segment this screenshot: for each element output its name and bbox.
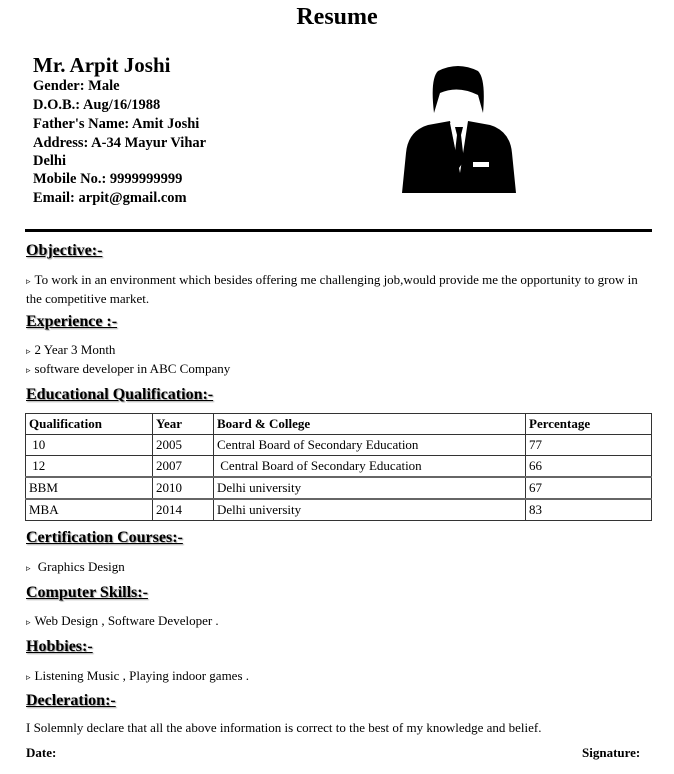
certification-item: Graphics Design: [34, 559, 125, 574]
table-row: [26, 477, 652, 499]
experience-item: 2 Year 3 Month: [34, 342, 116, 357]
cell: 2005: [153, 435, 214, 456]
certification-heading: Certification Courses:-: [26, 529, 183, 546]
column-header: Year: [153, 414, 214, 435]
objective-text: [26, 271, 651, 307]
list-item: [26, 360, 230, 379]
cell: 12: [26, 456, 153, 478]
list-item: [26, 667, 249, 686]
dob: D.O.B.: Aug/16/1988: [33, 97, 161, 113]
column-header: Qualification: [26, 414, 153, 435]
cell: 2007: [153, 456, 214, 478]
column-header: Percentage: [526, 414, 652, 435]
address: Address: A-34 Mayur Vihar: [33, 135, 207, 151]
table-header: [26, 414, 652, 435]
list-item: [26, 612, 219, 631]
education-table: [25, 413, 652, 521]
cell: Delhi university: [214, 499, 526, 521]
column-header: Board & College: [214, 414, 526, 435]
cell: 10: [26, 435, 153, 456]
hobbies-heading: Hobbies:-: [26, 638, 93, 655]
education-heading: Educational Qualification:-: [26, 386, 214, 403]
list-item: [26, 341, 115, 360]
gender: Gender: Male: [33, 78, 120, 94]
businessman-silhouette-icon: [398, 63, 520, 195]
father-name: Father's Name: Amit Joshi: [33, 116, 200, 132]
cell: 83: [526, 499, 652, 521]
candidate-name: Mr. Arpit Joshi: [33, 53, 171, 77]
bullet-icon: ▹: [26, 563, 31, 573]
cell: 66: [526, 456, 652, 478]
objective-heading: Objective:-: [26, 242, 103, 259]
objective-body: To work in an environment which besides offering me challenging job,would provide me the opportunity to grow in the competitive market.: [26, 272, 638, 306]
divider: [25, 229, 652, 232]
bullet-icon: ▹: [26, 365, 31, 375]
declaration-heading: Decleration:-: [26, 692, 116, 709]
cell: Central Board of Secondary Education: [214, 435, 526, 456]
date-label: Date:: [26, 745, 57, 760]
experience-item: software developer in ABC Company: [34, 361, 231, 376]
experience-heading: Experience :-: [26, 313, 118, 330]
cell: BBM: [26, 477, 153, 499]
cell: 2010: [153, 477, 214, 499]
list-item: [26, 558, 125, 577]
table-row: [26, 499, 652, 521]
cell: Delhi university: [214, 477, 526, 499]
bullet-icon: ▹: [26, 276, 31, 286]
declaration-text: I Solemnly declare that all the above information is correct to the best of my knowledge and belief.: [26, 720, 542, 735]
table-row: [26, 435, 652, 456]
bullet-icon: ▹: [26, 346, 31, 356]
page-title: Resume: [296, 4, 378, 30]
skills-item: Web Design , Software Developer .: [34, 613, 219, 628]
table-row: [26, 456, 652, 478]
bullet-icon: ▹: [26, 672, 31, 682]
cell: 77: [526, 435, 652, 456]
bullet-icon: ▹: [26, 617, 31, 627]
hobbies-item: Listening Music , Playing indoor games .: [34, 668, 250, 683]
email: Email: arpit@gmail.com: [33, 190, 187, 206]
cell: MBA: [26, 499, 153, 521]
cell: 2014: [153, 499, 214, 521]
mobile: Mobile No.: 9999999999: [33, 171, 183, 187]
address-city: Delhi: [33, 153, 67, 169]
signature-label: Signature:: [582, 745, 641, 760]
computer-skills-heading: Computer Skills:-: [26, 584, 148, 601]
cell: Central Board of Secondary Education: [214, 456, 526, 478]
cell: 67: [526, 477, 652, 499]
